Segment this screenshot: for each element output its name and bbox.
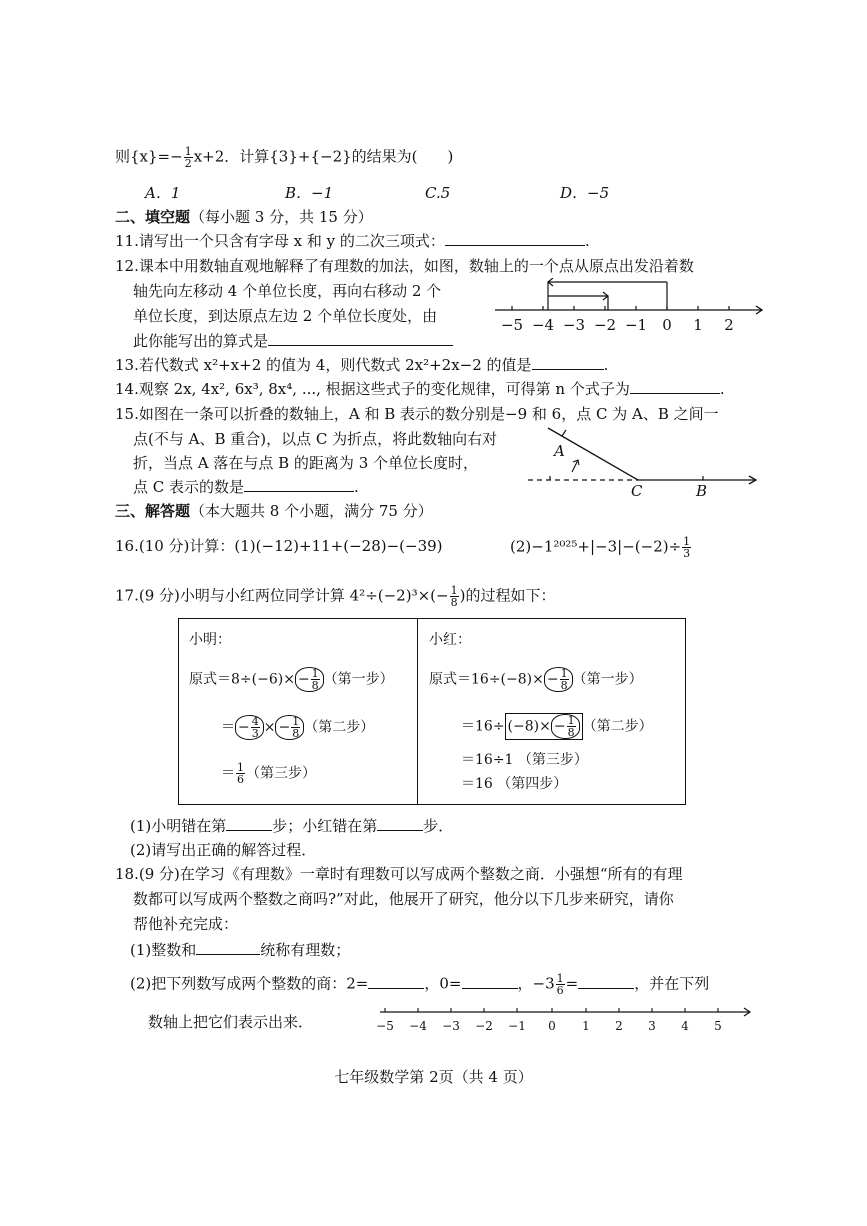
q16-part2: (2)−1²⁰²⁵+|−3|−(−2)÷ $\frac{1}{3}$ [510, 535, 691, 560]
axis-label: −5 [376, 1019, 394, 1033]
q15-fold-diagram [528, 424, 760, 502]
q14-answer-blank[interactable] [630, 379, 720, 394]
ming-step3: ＝ $\frac{1}{6}$ （第三步） [221, 761, 316, 786]
q18-sub2: (2)把下列数写成两个整数的商：2= ，0= ，−3 $\frac{1}{6}$ = ，并在下列 [130, 972, 710, 997]
q18-sub2-line2: 数轴上把它们表示出来． [148, 1013, 314, 1031]
axis-label: 4 [681, 1019, 689, 1033]
hong-step2: ＝16÷ (−8)× − $\frac{1}{8}$ （第二步） [461, 714, 653, 739]
q10-option-d[interactable]: D．−5 [560, 184, 610, 202]
q12-line4: 此你能写出的算式是 [133, 331, 453, 351]
label-b: B [696, 482, 708, 500]
q18-blank-mixed[interactable] [578, 974, 634, 989]
hong-step3: ＝16÷1 （第三步） [461, 752, 588, 768]
axis-label: −1 [508, 1019, 526, 1033]
q12-line1: 12.课本中用数轴直观地解释了有理数的加法，如图，数轴上的一个点从原点出发沿着数 [115, 257, 694, 275]
q12-number-line [490, 278, 770, 340]
axis-label: −4 [409, 1019, 427, 1033]
q10-fraction: $\frac{1}{2}$ [184, 145, 192, 170]
hong-name: 小红： [429, 632, 471, 648]
section3-heading: 三、解答题（本大题共 8 个小题，满分 75 分） [115, 502, 433, 520]
axis-label: 0 [548, 1019, 556, 1033]
q18-sub1: (1)整数和 统称有理数； [130, 941, 351, 959]
hong-step4: ＝16 （第四步） [461, 776, 568, 792]
axis-label: 3 [648, 1019, 656, 1033]
q10-option-b[interactable]: B．−1 [285, 184, 334, 202]
q17-sub2: (2)请写出正确的解答过程． [130, 841, 317, 859]
q12-line2: 轴先向左移动 4 个单位长度，再向右移动 2 个 [133, 282, 442, 300]
axis-label: −3 [442, 1019, 460, 1033]
q18-blank-0[interactable] [462, 974, 518, 989]
q14: 14.观察 2x, 4x², 6x³, 8x⁴, ..., 根据这些式子的变化规律，可得第 n 个式子为 . [115, 380, 725, 398]
q18-blank-2[interactable] [368, 974, 424, 989]
axis-label: −4 [531, 316, 555, 334]
q18-number-line[interactable] [360, 1002, 755, 1038]
q10-line: 则{x}=− $\frac{1}{2}$ x+2．计算{3}+{−2}的结果为( ) [115, 145, 454, 170]
axis-label: −3 [562, 316, 586, 334]
q13: 13.若代数式 x²+x+2 的值为 4，则代数式 2x²+2x−2 的值是 . [115, 356, 609, 374]
axis-label: 2 [615, 1019, 623, 1033]
axis-label: −2 [475, 1019, 493, 1033]
ming-name: 小明： [189, 632, 231, 648]
ming-step-blank[interactable] [226, 816, 272, 831]
q18-line1: 18.(9 分)在学习《有理数》一章时有理数可以写成两个整数之商．小强想“所有的有理 [115, 865, 683, 883]
q11-answer-blank[interactable] [445, 231, 585, 246]
axis-label: −1 [624, 316, 648, 334]
label-c: C [631, 482, 643, 500]
q18-line3: 帮他补充完成： [133, 915, 239, 933]
q17-sub1: (1)小明错在第 步；小红错在第 步． [130, 817, 454, 835]
axis-label: 0 [662, 316, 672, 334]
axis-label: 1 [582, 1019, 590, 1033]
axis-label: −5 [500, 316, 524, 334]
q15-line1: 15.如图在一条可以折叠的数轴上，A 和 B 表示的数分别是−9 和 6，点 C 为 A、B 之间一 [115, 405, 719, 423]
q10-option-a[interactable]: A．1 [145, 184, 181, 202]
axis-label: 1 [693, 316, 703, 334]
hong-step-blank[interactable] [377, 816, 423, 831]
page-footer: 七年级数学第 2页（共 4 页） [334, 1068, 533, 1086]
hong-step1: 原式＝16÷(−8)× − $\frac{1}{8}$ （第一步） [429, 667, 643, 692]
q15-line3: 折，当点 A 落在与点 B 的距离为 3 个单位长度时， [133, 454, 479, 472]
q15-answer-blank[interactable] [244, 477, 354, 492]
axis-label: 5 [714, 1019, 722, 1033]
q11: 11.请写出一个只含有字母 x 和 y 的二次三项式： . [115, 232, 590, 250]
q12-answer-blank[interactable] [268, 331, 453, 346]
q15-line2: 点(不与 A、B 重合)，以点 C 为折点，将此数轴向右对 [133, 430, 498, 448]
q17-intro: 17.(9 分)小明与小红两位同学计算 4²÷(−2)³×(− $\frac{1}{8}$ )的过程如下： [115, 584, 556, 609]
q16-part1: 16.(10 分)计算：(1)(−12)+11+(−28)−(−39) [115, 537, 443, 555]
axis-label: 2 [724, 316, 734, 334]
q12-line3: 单位长度，到达原点左边 2 个单位长度处，由 [133, 307, 438, 325]
q18-sub1-blank[interactable] [196, 940, 260, 955]
q13-answer-blank[interactable] [532, 355, 604, 370]
label-a: A [554, 442, 565, 460]
axis-label: −2 [593, 316, 617, 334]
section2-heading: 二、填空题（每小题 3 分，共 15 分） [115, 208, 373, 226]
ming-step1: 原式＝8÷(−6)× − $\frac{1}{8}$ （第一步） [189, 667, 394, 692]
q15-line4: 点 C 表示的数是 . [133, 478, 359, 496]
q17-solution-table [178, 618, 686, 805]
q10-option-c[interactable]: C.5 [425, 184, 451, 202]
ming-step2: ＝ − $\frac{4}{3}$ × − $\frac{1}{8}$ （第二步） [221, 715, 375, 740]
q18-line2: 数都可以写成两个整数之商吗?”对此，他展开了研究，他分以下几步来研究，请你 [133, 890, 674, 908]
